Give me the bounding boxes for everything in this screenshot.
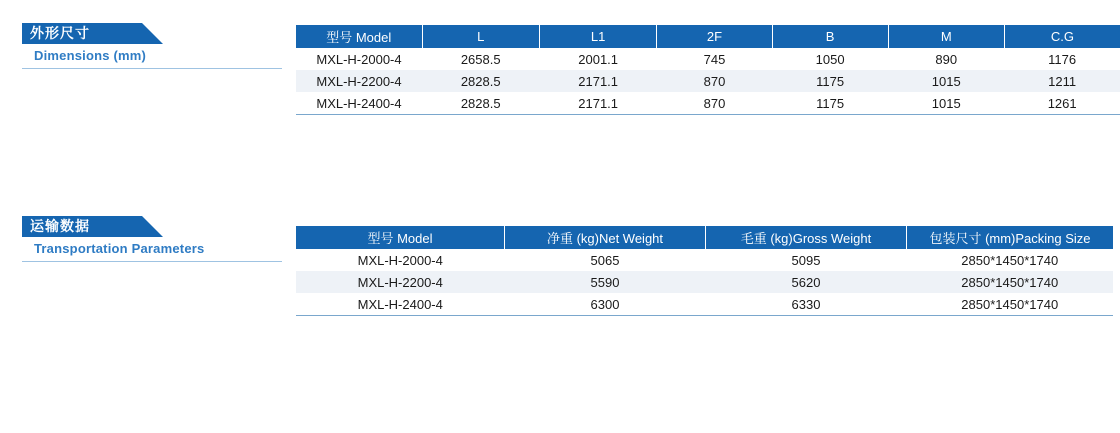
cell-2f: 870 xyxy=(657,70,772,92)
cell-gross-weight: 5620 xyxy=(706,271,907,293)
cell-cg: 1176 xyxy=(1048,51,1077,67)
dimensions-heading xyxy=(22,23,282,63)
column-header-m: M xyxy=(888,25,1004,48)
cell-2f: 870 xyxy=(657,92,772,115)
transportation-heading-rule xyxy=(22,261,282,262)
column-header-model: 型号 Model xyxy=(296,25,422,48)
cell-model: MXL-H-2400-4 xyxy=(296,92,422,115)
cell-model: MXL-H-2200-4 xyxy=(296,70,422,92)
cell-l1: 2171.1 xyxy=(539,70,656,92)
cell-packing-size: 2850*1450*1740 xyxy=(907,271,1114,293)
column-header-net-weight: 净重 (kg)Net Weight xyxy=(505,226,706,249)
dimensions-heading-en: Dimensions (mm) xyxy=(34,48,147,63)
transportation-heading-cn: 运输数据 xyxy=(30,218,90,234)
cell-b: 1175 xyxy=(772,70,888,92)
cell-cg: 1211 xyxy=(1004,70,1120,92)
cell-l: 2828.5 xyxy=(422,70,539,92)
dimensions-heading-bar xyxy=(22,23,142,44)
table-row xyxy=(296,48,1120,70)
cell-l1: 2171.1 xyxy=(539,92,656,115)
cell-2f: 745 xyxy=(703,51,726,67)
cell-model: MXL-H-2000-4 xyxy=(357,252,443,268)
cell-model: MXL-H-2200-4 xyxy=(296,271,505,293)
cell-b: 1050 xyxy=(815,51,845,67)
cell-net-weight: 5065 xyxy=(590,252,620,268)
column-header-l1: L1 xyxy=(539,25,656,48)
cell-packing-size: 2850*1450*1740 xyxy=(961,252,1059,268)
cell-m: 890 xyxy=(935,51,958,67)
table-row xyxy=(296,249,1113,271)
cell-net-weight: 6300 xyxy=(505,293,706,316)
cell-m: 1015 xyxy=(888,92,1004,115)
transportation-heading-en: Transportation Parameters xyxy=(34,241,205,256)
column-header-model: 型号 Model xyxy=(296,226,505,249)
dimensions-table xyxy=(296,25,1120,115)
cell-net-weight: 5590 xyxy=(505,271,706,293)
cell-model: MXL-H-2000-4 xyxy=(316,51,402,67)
cell-m: 1015 xyxy=(888,70,1004,92)
cell-gross-weight: 6330 xyxy=(706,293,907,316)
column-header-b: B xyxy=(772,25,888,48)
column-header-packing-size: 包装尺寸 (mm)Packing Size xyxy=(907,226,1114,249)
column-header-2f: 2F xyxy=(657,25,772,48)
cell-cg: 1261 xyxy=(1004,92,1120,115)
cell-l1: 2001.1 xyxy=(578,51,619,67)
dimensions-heading-cn: 外形尺寸 xyxy=(30,25,90,41)
transportation-table xyxy=(296,226,1113,316)
transportation-heading xyxy=(22,216,282,256)
table-row xyxy=(296,70,1120,92)
cell-packing-size: 2850*1450*1740 xyxy=(907,293,1114,316)
dimensions-heading-rule xyxy=(22,68,282,69)
column-header-l: L xyxy=(422,25,539,48)
table-header-row xyxy=(296,226,1113,249)
cell-model: MXL-H-2400-4 xyxy=(296,293,505,316)
table-header-row xyxy=(296,25,1120,48)
column-header-cg: C.G xyxy=(1004,25,1120,48)
cell-gross-weight: 5095 xyxy=(791,252,821,268)
table-row xyxy=(296,293,1113,316)
column-header-gross-weight: 毛重 (kg)Gross Weight xyxy=(706,226,907,249)
table-row xyxy=(296,271,1113,293)
cell-l: 2658.5 xyxy=(460,51,501,67)
cell-b: 1175 xyxy=(772,92,888,115)
transportation-heading-bar xyxy=(22,216,142,237)
cell-l: 2828.5 xyxy=(422,92,539,115)
table-row xyxy=(296,92,1120,115)
